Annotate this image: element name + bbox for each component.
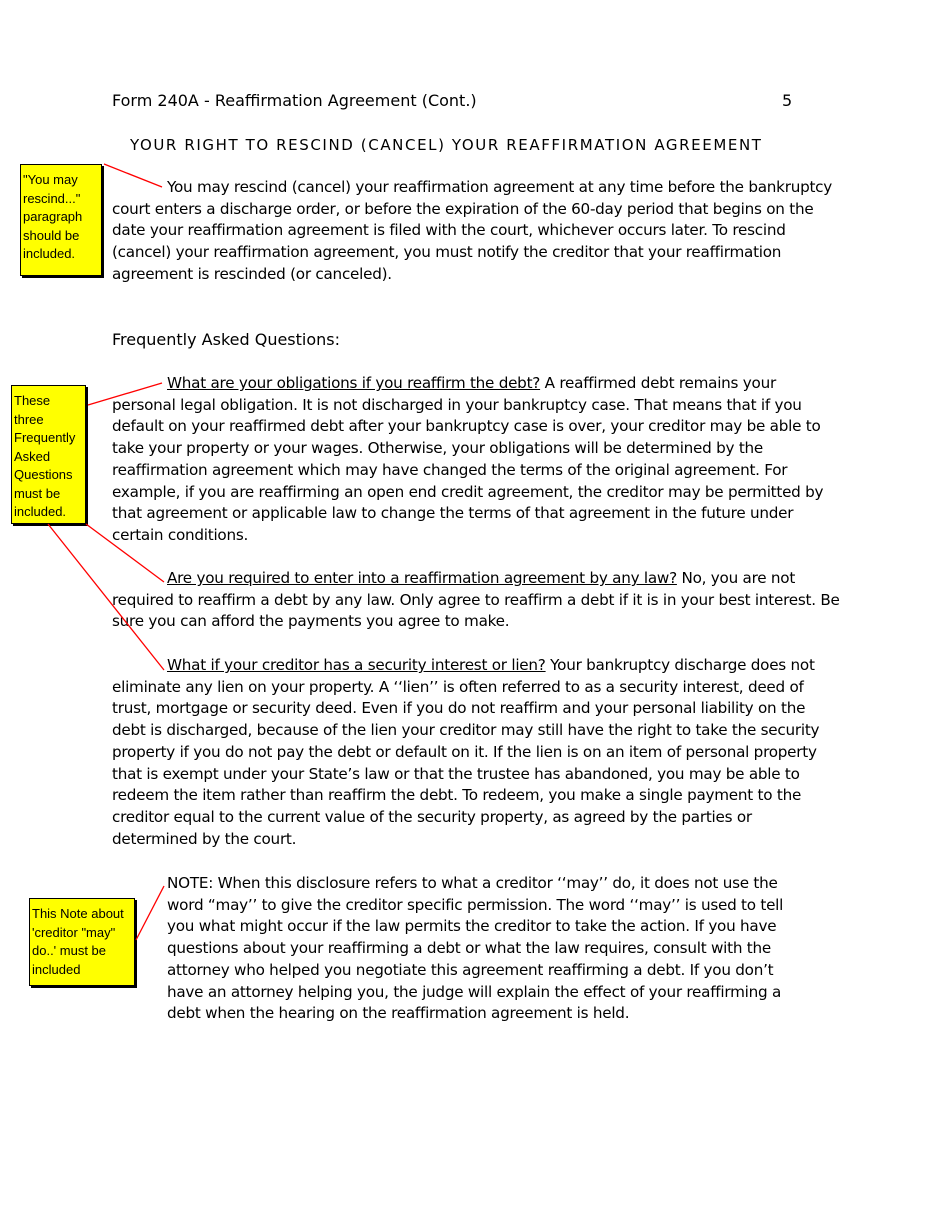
page-number: 5 [782, 91, 793, 110]
faq-question: Are you required to enter into a reaffirmation agreement by any law? [167, 569, 677, 587]
faq-answer: Your bankruptcy discharge does not eliminate any lien on your property. A ‘‘lien’’ is often referred to as a security interest, deed of trust, mortgage or security deed. Even if you do not reaffirm and your personal liability on the debt is discharged, because of the lien your creditor may still have the right to take the security property if you do not pay the debt or default on it. If the lien is on an item of personal property that is exempt under your State’s law or that the trustee has abandoned, you may be able to redeem the item rather than reaffirm the debt. To redeem, you make a single payment to the creditor equal to the current value of the security property, as agreed by the parties or determined by the court. [112, 656, 820, 848]
callout-faq: These three Frequently Asked Questions must be included. [11, 385, 86, 524]
connector-rescind [104, 164, 162, 187]
connector-faq-3 [48, 524, 164, 670]
connector-faq-2 [86, 524, 164, 582]
faq-question: What if your creditor has a security interest or lien? [167, 656, 546, 674]
callout-note: This Note about 'creditor "may" do..' must be included [29, 898, 135, 986]
section-heading: YOUR RIGHT TO RESCIND (CANCEL) YOUR REAFFIRMATION AGREEMENT [130, 136, 763, 154]
note-paragraph: NOTE: When this disclosure refers to what a creditor ‘‘may’’ do, it does not use the word “may’’ to give the creditor specific permission. The word ‘‘may’’ is used to tell you what might occur if the law permits the creditor to take the action. If you have questions about your reaffirming a debt or what the law requires, consult with the attorney who helped you negotiate this agreement reaffirming a debt. If you don’t have an attorney helping you, the judge will explain the effect of your reaffirming a debt when the hearing on the reaffirmation agreement is held. [167, 874, 784, 1023]
callout-rescind: "You may rescind..." paragraph should be included. [20, 164, 102, 276]
form-title: Form 240A - Reaffirmation Agreement (Cont.) [112, 91, 477, 110]
faq-heading: Frequently Asked Questions: [112, 330, 341, 349]
connector-note [136, 886, 164, 940]
faq-answer: A reaffirmed debt remains your personal legal obligation. It is not discharged in your bankruptcy case. That means that if you default on your reaffirmed debt after your bankruptcy case is over, your creditor may be able to take your property or your wages. Otherwise, your obligations will be determined by the reaffirmation agreement which may have changed the terms of the original agreement. For example, if you are reaffirming an open end credit agreement, the creditor may be permitted by that agreement or applicable law to change the terms of that agreement in the future under certain conditions. [112, 374, 824, 544]
rescind-text: You may rescind (cancel) your reaffirmation agreement at any time before the bankruptcy court enters a discharge order, or before the expiration of the 60-day period that begins on the date your reaffirmation agreement is filed with the court, whichever occurs later. To rescind (cancel) your reaffirmation agreement, you must notify the creditor that your reaffirmation agreement is rescinded (or canceled). [112, 178, 833, 283]
connector-faq-1 [88, 383, 162, 405]
faq-answer: No, you are not required to reaffirm a debt by any law. Only agree to reaffirm a debt if it is in your best interest. Be sure you can afford the payments you agree to make. [112, 569, 840, 631]
faq-question: What are your obligations if you reaffirm the debt? [167, 374, 541, 392]
